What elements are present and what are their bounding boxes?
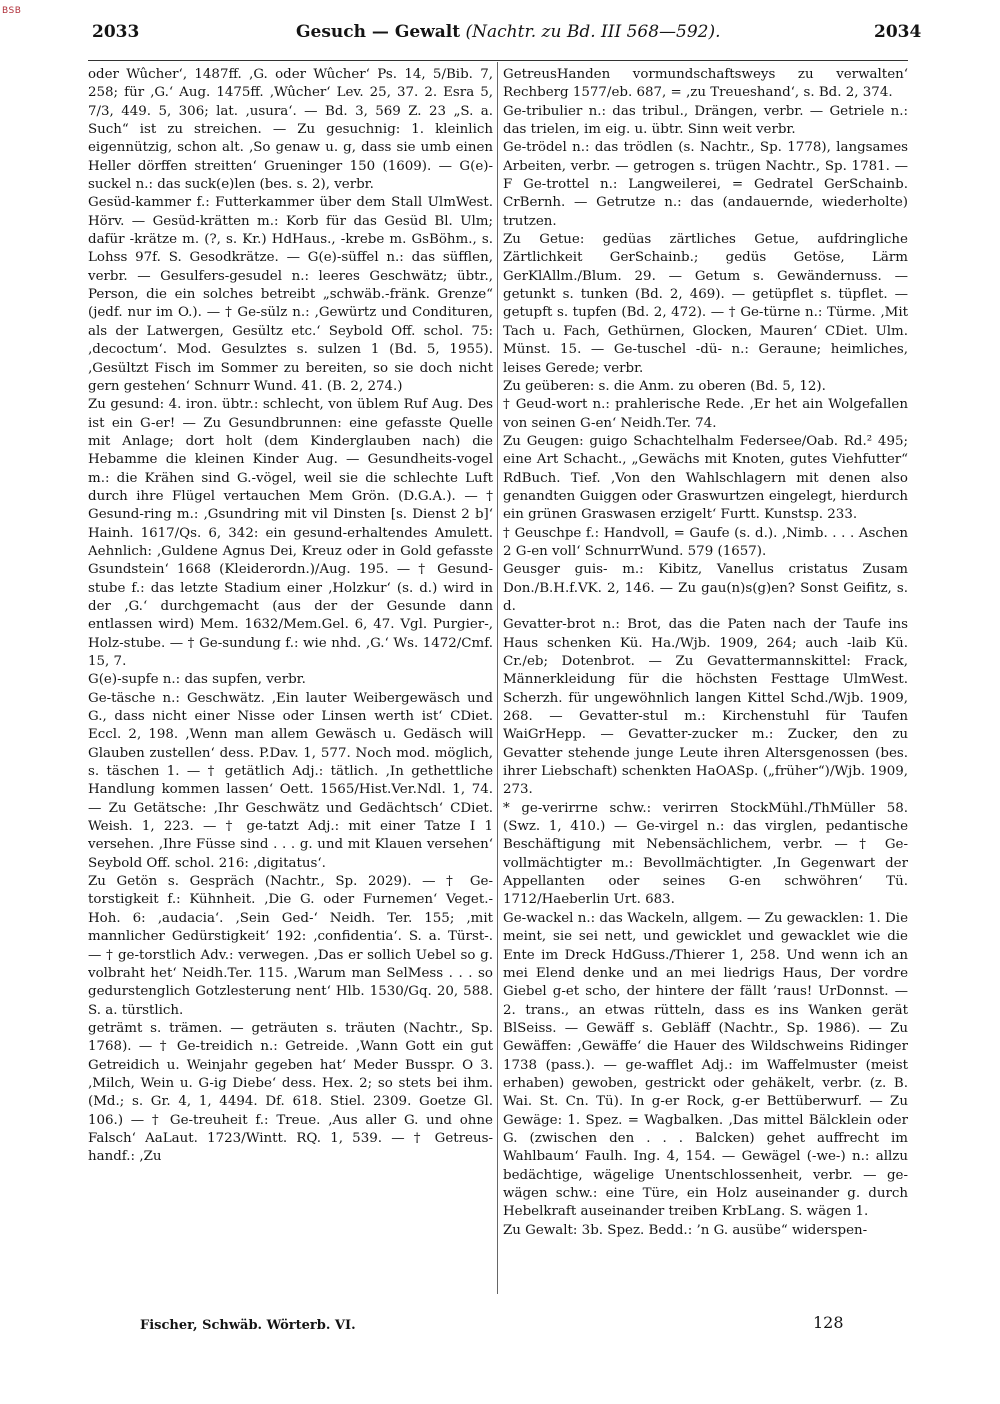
entry-paragraph: Ge-trödel n.: das trödlen (s. Nachtr., Sp. 1778), langsames Arbeiten, verbr. — getrogen s. trügen Nachtr., Sp. 1781. — F Ge-trottel n.: Langweilerei, = Gedratel GerSchainb. CrBernh. — Getrutze n.: das (andauernde, wiederholte) trutzen. [503, 140, 908, 229]
footer-signature: Fischer, Schwäb. Wörterb. VI. [140, 1318, 356, 1333]
entry-paragraph: Geusger guis- m.: Kibitz, Vanellus cristatus Zusam Don./B.H.f.VK. 2, 146. — Zu gau(n)s(g)en? Sonst Geifitz, s. d. [503, 562, 908, 614]
library-stamp: BSB [2, 6, 22, 16]
left-column [88, 66, 493, 1292]
entry-paragraph: Zu Getue: gedüas zärtliches Getue, aufdringliche Zärtlichkeit GerSchainb.; gedüs Getöse, Lärm GerKlAllm./Blum. 29. — Getum s. Gewändernuss. — getunkt s. tunken (Bd. 2, 469). — getüpflet s. tüpflet. — getupft s. tupfen (Bd. 2, 472). — † Ge-türne n.: Türme. ‚Mit Tach u. Fach, Gethürnen, Glocken, Mauren‘ CDiet. Ulm. Münst. 15. — Ge-tuschel -dü- n.: Geraune; heimliches, leises Gerede; verbr. [503, 232, 908, 376]
entry-paragraph: Gesüd-kammer f.: Futterkammer über dem Stall UlmWest. Hörv. — Gesüd-krätten m.: Korb für das Gesüd Bl. Ulm; dafür -krätze m. (?, s. Kr.) HdHaus., -krebe m. GsBöhm., s. Lohss 97f. S. Gesodkrätze. — G(e)-süffel n.: das süfflen, verbr. — Gesulfers-gesudel n.: leeres Geschwätz; übtr., Person, die ein solches betreibt „schwäb.-fränk. Grenze“ (jedf. nur im O.). — † Ge-sülz n.: ‚Gewürtz und Condituren, als der Latwergen, Gesültz etc.‘ Seybold Off. schol. 75: ‚decoctum‘. Mod. Gesulztes s. sulzen 1 (Bd. 5, 1955). ‚Gesültzt Fisch im Sommer zu bereiten, so sie doch nicht gern gestehen‘ Schnurr Wund. 41. (B. 2, 274.) [88, 195, 493, 394]
entry-paragraph: Zu geüberen: s. die Anm. zu oberen (Bd. 5, 12). [503, 378, 826, 394]
entry-paragraph: geträmt s. trämen. — geträuten s. träuten (Nachtr., Sp. 1768). — † Ge-treidich n.: Getreide. ‚Wann Gott ein gut Getreidich u. Weinjahr gegeben hat‘ Meder Busspr. O 3. ‚Milch, Wein u. G-ig Diebe‘ dess. Hex. 2; so stets bei ihm. (Md.; s. Gr. 4, 1, 4494. Df. 618. Stiel. 2309. Goetze Gl. 106.) — † Ge-treuheit f.: Treue. ‚Aus aller G. und ohne Falsch‘ AaLaut. 1723/Wintt. RQ. 1, 539. — † Getreus-handf.: ‚Zu [88, 1020, 493, 1165]
footer-sheet-number: 128 [813, 1313, 844, 1332]
entry-paragraph: Zu gesund: 4. iron. übtr.: schlecht, von üblem Ruf Aug. Des ist ein G-er! — Zu Gesundbrunnen: eine gefasste Quelle mit Anlage; dort holt (dem Kinderglauben nach) die Hebamme die kleinen Kinder Aug. — Gesundheits-vogel m.: die Krähen sind G.-vögel, weil sie die schlechte Luft durch ihre Flügel vertauchen Mem Grön. (D.G.A.). — † Gesund-ring m.: ‚Gsundring mit vil Dinsten [s. Dienst 2 b]‘ Hainh. 1617/Qs. 6, 342: ein gesund-erhaltendes Amulett. Aehnlich: ‚Guldene Agnus Dei, Kreuz oder in Gold gefasste Gsundstein‘ 1668 (Kleiderordn.)/Aug. 195. — † Gesund-stube f.: das letzte Stadium einer ‚Holzkur‘ (s. d.) wird in der ‚G.‘ durchgemacht (aus der der Gesunde dann entlassen wird) Mem. 1632/Mem.Gel. 6, 47. Vgl. Purgier-, Holz-stube. — † Ge-sundung f.: wie nhd. ‚G.‘ Ws. 1472/Cmf. 15, 7. [88, 397, 493, 669]
page-number-left: 2033 [92, 22, 140, 42]
entry-paragraph: Zu Getön s. Gespräch (Nachtr., Sp. 2029). — † Ge-torstigkeit f.: Kühnheit. ‚Die G. oder Furnemen‘ Veget.-Hoh. 6: ‚audacia‘. ‚Sein Ged-‘ Neidh. Ter. 155; ‚mit mannlicher Gedürstigkeit‘ 192: ‚confidentia‘. S. a. Türst-. — † ge-torstlich Adv.: verwegen. ‚Das er sollich Uebel so g. volbraht het‘ Neidh.Ter. 115. ‚Warum man SelMess . . . so gedurstenglich Gotzlesterung nent‘ Hlb. 1530/Gq. 20, 588. S. a. türstlich. [88, 874, 493, 1018]
header-rule [88, 60, 908, 61]
header-subtitle: (Nachtr. zu Bd. III 568—592). [465, 22, 721, 42]
entry-paragraph: Ge-täsche n.: Geschwätz. ‚Ein lauter Weibergewäsch und G., dass nicht einer Nisse oder Linsen werth ist‘ CDiet. Eccl. 2, 198. ‚Wenn man allem Gewäsch u. Gedäsch will Glauben zustellen‘ dess. P.Dav. 1, 577. Noch mod. möglich, s. täschen 1. — † getätlich Adj.: tätlich. ‚In gethettliche Handlung kommen lassen‘ Oett. 1565/Hist.Ver.Ndl. 1, 74. — Zu Getätsche: ‚Ihr Geschwätz und Gedächtsch‘ CDiet. Weish. 1, 223. — † ge-tatzt Adj.: mit einer Tatze I 1 versehen. ‚Ihre Füsse sind . . . g. und mit Klauen versehen‘ Seybold Off. schol. 216: ‚digitatus‘. [88, 690, 493, 871]
entry-paragraph: Zu Geugen: guigo Schachtelhalm Federsee/Oab. Rd.² 495; eine Art Schacht., „Gewächs mit Knoten, gutes Viehfutter“ RdBuch. Tief. ‚Von den Wahlschlagern mit denen also genandten Guiggen oder Graswurtzen eingelegt, hierdurch ein grünen Graswasen erzigelt‘ Furtt. Kunstsp. 233. [503, 433, 908, 523]
running-header [296, 22, 721, 42]
header-title: Gesuch — Gewalt [296, 22, 461, 42]
entry-paragraph: G(e)-supfe n.: das supfen, verbr. [88, 672, 306, 688]
page-number-right: 2034 [874, 22, 922, 42]
entry-paragraph: † Geuschpe f.: Handvoll, = Gaufe (s. d.). ‚Nimb. . . . Aschen 2 G-en voll‘ SchnurrWund. 579 (1657). [503, 525, 908, 559]
entry-paragraph: oder Wûcher‘, 1487ff. ‚G. oder Wûcher‘ Ps. 14, 5/Bib. 7, 258; für ‚G.‘ Aug. 1475ff. ‚Wûcher‘ Lev. 25, 37. 2. Esra 5, 7/3, 449. 5, 306; lat. ‚usura‘. — Bd. 3, 569 Z. 23 „S. a. Such“ ist zu streichen. — Zu gesuchnig: 1. kleinlich eigennützig, schon alt. ‚So genaw u. g, dass sie umb einen Heller dörffen streitten‘ Grueninger 150 (1609). — G(e)-suckel n.: das suck(e)len (bes. s. 2), verbr. [88, 67, 493, 193]
entry-paragraph: Zu Gewalt: 3b. Spez. Bedd.: ’n G. ausübe“ widerspen- [503, 1222, 868, 1238]
column-divider [497, 62, 498, 1294]
entry-paragraph: † Geud-wort n.: prahlerische Rede. ‚Er het ain Wolgefallen von seinen G-en‘ Neidh.Ter. 74. [503, 397, 908, 431]
entry-paragraph: Gevatter-brot n.: Brot, das die Paten nach der Taufe ins Haus schenken Kü. Ha./Wjb. 1909, 264; auch -laib Kü. Cr./eb; Dotenbrot. — Zu Gevattermannskittel: Frack, Männerkleidung für die höchsten Festtage UlmWest. Scherzh. für ungewöhnlich langen Kittel Schd./Wjb. 1909, 268. — Gevatter-stul m.: Kirchenstuhl für Taufen WaiGrHepp. — Gevatter-zucker m.: Zucker, den zu Gevatter stehende junge Leute ihren Altersgenossen (bes. ihrer Liebschaft) schenkten HaOASp. („früher“)/Wjb. 1909, 273. [503, 617, 908, 798]
entry-paragraph: Ge-tribulier n.: das tribul., Drängen, verbr. — Getriele n.: das trielen, im eig. u. übtr. Sinn weit verbr. [503, 103, 908, 138]
entry-paragraph: * ge-verirrne schw.: verirren StockMühl./ThMüller 58. (Swz. 1, 410.) — Ge-virgel n.: das virglen, pedantische Beschäftigung mit Nebensächlichem, verbr. — † Ge-vollmächtigter m.: Bevollmächtigter. ‚In Gegenwart der Appellanten oder seines G-en schwöhren‘ Tü. 1712/Haeberlin Urt. 683. [503, 800, 908, 908]
right-column [503, 66, 908, 1292]
entry-paragraph: GetreusHanden vormundschaftsweys zu verwalten‘ Rechberg 1577/eb. 687, = ‚zu Treueshand‘, s. Bd. 2, 374. [503, 67, 908, 101]
entry-paragraph: Ge-wackel n.: das Wackeln, allgem. — Zu gewacklen: 1. Die meint, sie sei nett, und gewicklet und gewacklet wie die Ente im Dreck HdGuss./Thierer 1, 258. Und wenn ich an mei Elend denke und an mei liedrigs Haus, Der vordre Giebel g-et scho, der hintere der fällt ’raus! UrDonnst. — 2. trans., an etwas rütteln, dass es ins Wanken gerät BlSeiss. — Gewäff s. Gebläff (Nachtr., Sp. 1986). — Zu Gewäffen: ‚Gewäffe‘ die Hauer des Wildschweins Ridinger 1738 (pass.). — ge-wafflet Adj.: im Waffelmuster (meist erhaben) gewoben, gestrickt oder gehäkelt, verbr. (z. B. Wai. St. Cn. Tü). In g-er Rock, g-er Bettüberwurf. — Zu Gewäge: 1. Spez. = Wagbalken. ‚Das mittel Bälcklein oder G. (zwischen den . . . Balcken) gehet auffrecht im Wahlbaum‘ Faulh. Ing. 4, 154. — Gewägel (-we-) n.: allzu bedächtige, wägelige Unentschlossenheit, verbr. — ge-wägen schw.: eine Türe, ein Holz auseinander g. durch Hebelkraft auseinander treiben KrbLang. S. wägen 1. [503, 910, 908, 1220]
